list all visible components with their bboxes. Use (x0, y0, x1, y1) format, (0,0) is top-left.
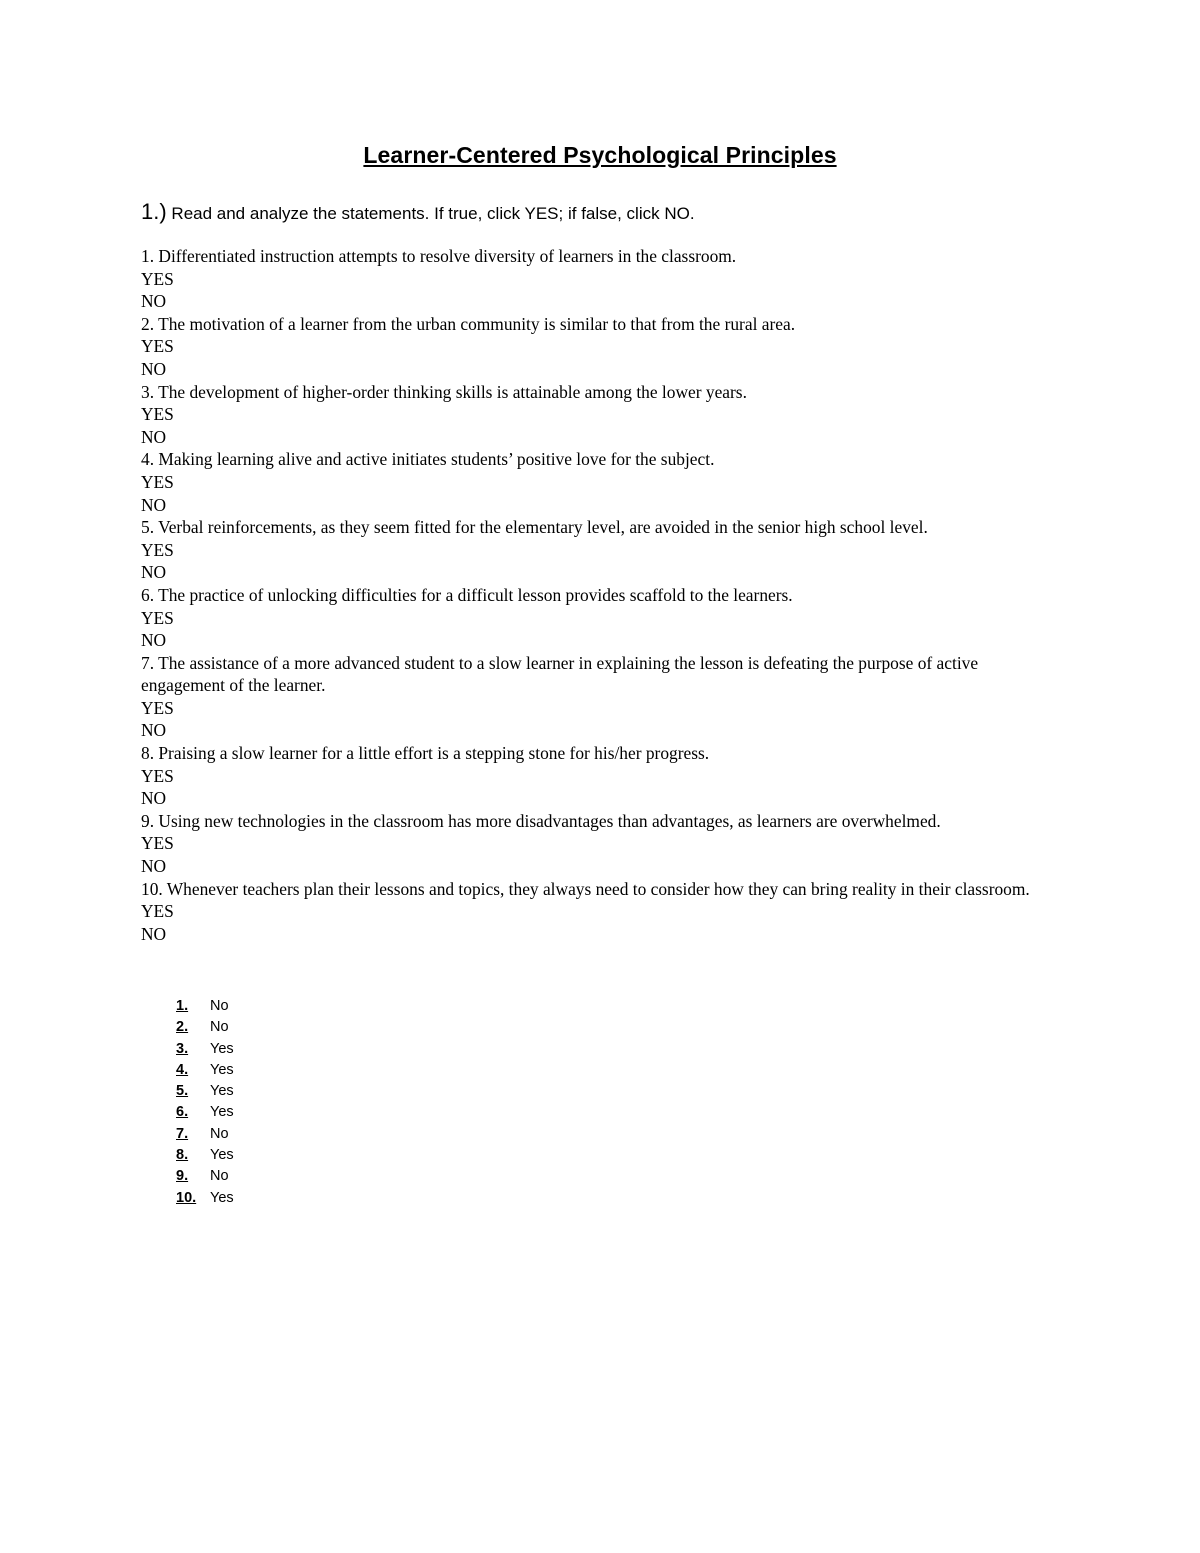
answer-value: Yes (210, 1147, 234, 1164)
instruction-text: Read and analyze the statements. If true, click YES; if false, click NO. (166, 204, 695, 223)
answer-row (176, 1081, 234, 1102)
question-text: 2. The motivation of a learner from the urban community is similar to that from the rural area. (141, 313, 796, 334)
question-text: 8. Praising a slow learner for a little effort is a stepping stone for his/her progress. (141, 743, 710, 764)
question-item (141, 313, 1061, 381)
answer-row (176, 1039, 234, 1060)
yes-option[interactable]: YES (141, 404, 174, 425)
question-item (141, 742, 1061, 810)
question-item (141, 381, 1061, 449)
answer-number: 9. (176, 1168, 189, 1185)
answer-row (176, 996, 234, 1017)
answer-number: 5. (176, 1083, 189, 1100)
answer-value: Yes (210, 1189, 234, 1206)
answer-number: 6. (176, 1104, 189, 1121)
question-item (141, 584, 1061, 652)
question-item (141, 878, 1061, 946)
question-text: 6. The practice of unlocking difficulties for a difficult lesson provides scaffold to the learners. (141, 584, 793, 605)
question-item (141, 652, 1061, 742)
no-option[interactable]: NO (141, 923, 167, 944)
answer-row (176, 1102, 234, 1123)
question-list (141, 245, 1061, 945)
answer-row (176, 1124, 234, 1145)
answer-value: No (210, 998, 229, 1014)
yes-option[interactable]: YES (141, 765, 174, 786)
answer-value: Yes (210, 1040, 234, 1057)
answer-row (176, 1188, 234, 1209)
answer-row (176, 1017, 234, 1038)
answer-row (176, 1060, 234, 1081)
no-option[interactable]: NO (141, 291, 167, 312)
question-text: 5. Verbal reinforcements, as they seem fitted for the elementary level, are avoided in the senior high school level. (141, 517, 928, 538)
answer-value: Yes (210, 1104, 234, 1121)
answer-row (176, 1166, 234, 1187)
yes-option[interactable]: YES (141, 607, 174, 628)
question-text: 1. Differentiated instruction attempts to resolve diversity of learners in the classroom. (141, 246, 737, 266)
answer-number: 10. (176, 1189, 197, 1206)
answer-number: 3. (176, 1040, 189, 1057)
answer-number: 4. (176, 1061, 189, 1078)
yes-option[interactable]: YES (141, 539, 174, 560)
answer-value: Yes (210, 1083, 234, 1100)
document-title: Learner-Centered Psychological Principles (363, 142, 837, 168)
instruction-number: 1.) (141, 199, 167, 224)
answer-value: No (210, 1125, 229, 1142)
question-text: 4. Making learning alive and active initiates students’ positive love for the subject. (141, 449, 715, 470)
answer-number: 7. (176, 1125, 189, 1142)
no-option[interactable]: NO (141, 562, 167, 583)
no-option[interactable]: NO (141, 630, 167, 651)
answer-key (176, 996, 234, 1209)
answer-number: 2. (176, 1019, 189, 1036)
question-text: 9. Using new technologies in the classroom has more disadvantages than advantages, as learners are overwhelmed. (141, 810, 941, 831)
question-item (141, 810, 1061, 878)
question-text: 10. Whenever teachers plan their lessons and topics, they always need to consider how they can bring reality in their classroom. (141, 878, 1030, 899)
yes-option[interactable]: YES (141, 833, 174, 854)
answer-value: Yes (210, 1061, 234, 1078)
no-option[interactable]: NO (141, 856, 167, 877)
yes-option[interactable]: YES (141, 268, 174, 289)
question-item (141, 448, 1061, 516)
question-text: 7. The assistance of a more advanced student to a slow learner in explaining the lesson is defeating the purpose of active engagement of the learner. (141, 652, 979, 696)
answer-value: No (210, 1168, 229, 1185)
no-option[interactable]: NO (141, 494, 167, 515)
no-option[interactable]: NO (141, 720, 167, 741)
instruction-line (141, 199, 695, 225)
yes-option[interactable]: YES (141, 901, 174, 922)
answer-row (176, 1145, 234, 1166)
yes-option[interactable]: YES (141, 471, 174, 492)
answer-number: 8. (176, 1147, 189, 1164)
question-text: 3. The development of higher-order thinking skills is attainable among the lower years. (141, 381, 747, 402)
question-item (141, 245, 1061, 313)
answer-value: No (210, 1019, 229, 1036)
no-option[interactable]: NO (141, 426, 167, 447)
no-option[interactable]: NO (141, 788, 167, 809)
answer-number: 1. (176, 998, 189, 1014)
no-option[interactable]: NO (141, 358, 167, 379)
question-item (141, 516, 1061, 584)
yes-option[interactable]: YES (141, 697, 174, 718)
yes-option[interactable]: YES (141, 336, 174, 357)
